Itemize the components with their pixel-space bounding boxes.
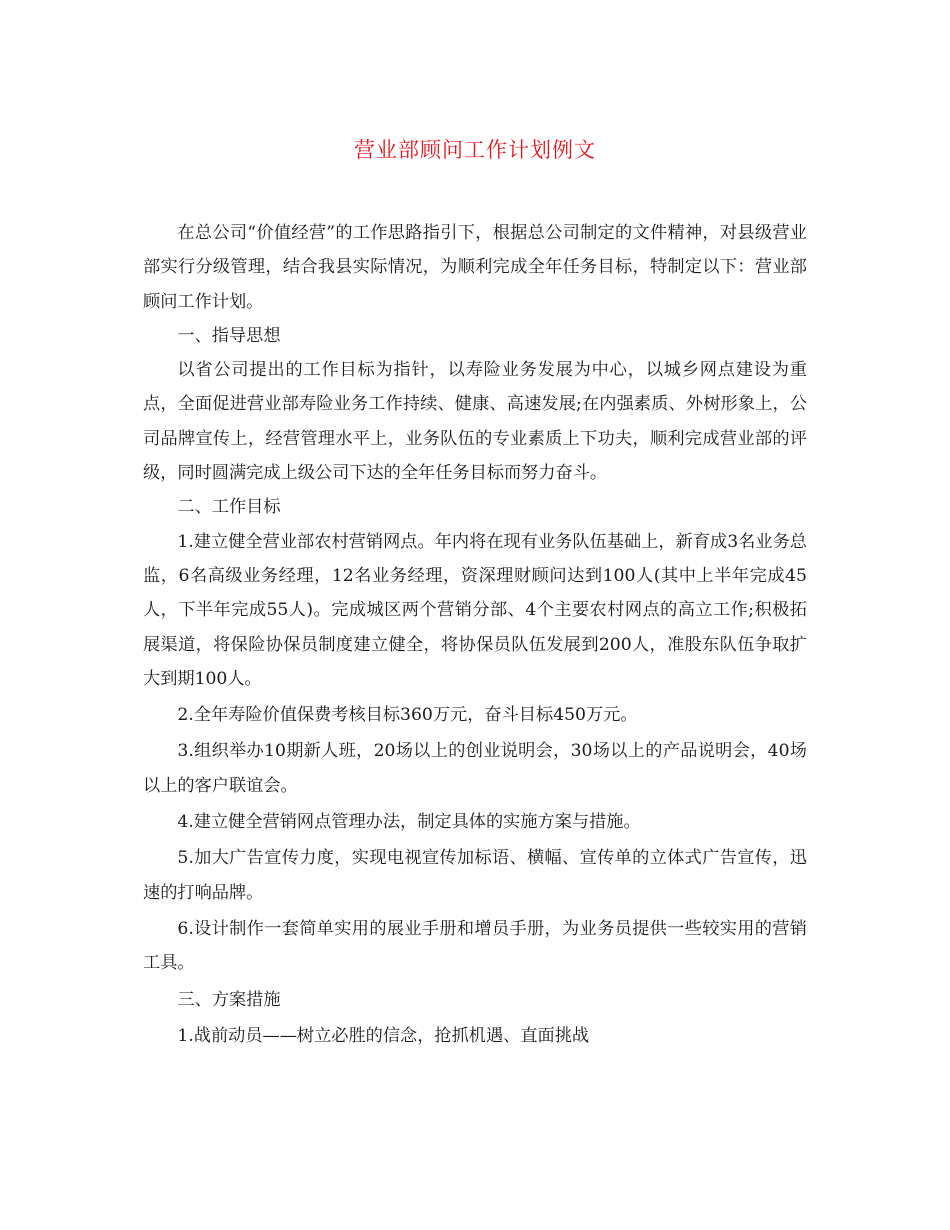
guiding-ideology-paragraph: 以省公司提出的工作目标为指针，以寿险业务发展为中心，以城乡网点建设为重点，全面促进营业部寿险业务工作持续、健康、高速发展;在内强素质、外树形象上，公司品牌宣传上，经营管理水平上，业务队伍的专业素质上下功夫，顺利完成营业部的评级，同时圆满完成上级公司下达的全年任务目标而努力奋斗。 bbox=[143, 360, 807, 484]
section-heading-work-goals: 二、工作目标 bbox=[177, 497, 281, 518]
measure-item-1: 1.战前动员——树立必胜的信念，抢抓机遇、直面挑战 bbox=[177, 1025, 590, 1046]
goal-item-1: 1.建立健全营业部农村营销网点。年内将在现有业务队伍基础上，新育成3名业务总监，6名高级业务经理，12名业务经理，资深理财顾问达到100人(其中上半年完成45人，下半年完成55人)。完成城区两个营销分部、4个主要农村网点的高立工作;积极拓展渠道，将保险协保员制度建立健全，将协保员队伍发展到200人，准股东队伍争取扩大到期100人。 bbox=[143, 531, 807, 689]
document-title: 营业部顾问工作计划例文 bbox=[354, 138, 596, 162]
goal-item-5: 5.加大广告宣传力度，实现电视宣传加标语、横幅、宣传单的立体式广告宣传，迅速的打响品牌。 bbox=[143, 848, 807, 903]
section-heading-measures: 三、方案措施 bbox=[177, 989, 281, 1010]
document-body bbox=[143, 216, 807, 1053]
goal-item-3: 3.组织举办10期新人班，20场以上的创业说明会，30场以上的产品说明会，40场以上的客户联谊会。 bbox=[143, 741, 807, 796]
intro-paragraph: 在总公司“价值经营”的工作思路指引下，根据总公司制定的文件精神，对县级营业部实行分级管理，结合我县实际情况，为顺利完成全年任务目标，特制定以下：营业部顾问工作计划。 bbox=[143, 223, 807, 312]
goal-item-4: 4.建立健全营销网点管理办法，制定具体的实施方案与措施。 bbox=[177, 812, 641, 833]
goal-item-6: 6.设计制作一套简单实用的展业手册和增员手册，为业务员提供一些较实用的营销工具。 bbox=[143, 918, 807, 974]
goal-item-2: 2.全年寿险价值保费考核目标360万元，奋斗目标450万元。 bbox=[177, 705, 638, 726]
section-heading-guiding-ideology: 一、指导思想 bbox=[177, 325, 281, 346]
